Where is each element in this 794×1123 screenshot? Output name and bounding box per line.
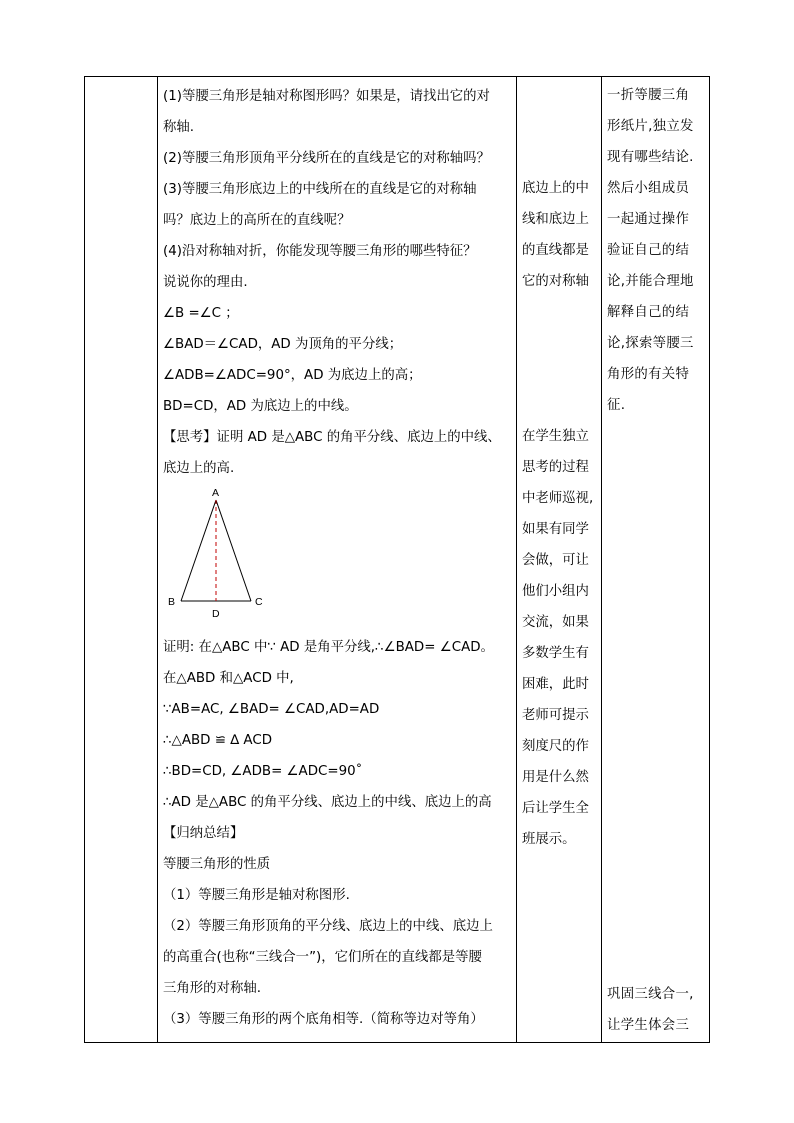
think-line-1: 【思考】证明 AD 是△ABC 的角平分线、底边上的中线、 (163, 430, 501, 445)
intent-line: 让学生体会三 (607, 1018, 690, 1033)
proof-line-6: ∴AD 是△ABC 的角平分线、底边上的中线、底边上的高 (163, 795, 492, 810)
intent-line: 征. (607, 398, 626, 413)
proof-line-5: ∴BD=CD, ∠ADB= ∠ADC=90˚ (163, 764, 363, 779)
teacher-activity-cell (522, 76, 598, 1043)
intent-line: 巩固三线合一, (607, 987, 694, 1002)
question-3-line-2: 吗？底边上的高所在的直线呢？ (163, 213, 351, 228)
reason-prompt: 说说你的理由. (163, 275, 248, 290)
guidance-line: 后让学生全 (522, 801, 589, 816)
guidance-block (522, 421, 593, 855)
finding-4: BD=CD，AD 为底边上的中线。 (163, 399, 358, 414)
property-1: （1）等腰三角形是轴对称图形. (163, 888, 350, 903)
side-ab (181, 500, 216, 601)
finding-3: ∠ADB=∠ADC=90°，AD 为底边上的高； (163, 368, 422, 383)
summary-heading: 【归纳总结】 (163, 826, 244, 841)
intent-block-1 (607, 80, 694, 421)
vertex-a-label: A (212, 487, 220, 499)
proof-line-4: ∴△ABD ≌ ∆ ACD (163, 733, 273, 748)
property-2-line-2: 的高重合(也称“三线合一”)，它们所在的直线都是等腰 (163, 950, 482, 965)
answer-line: 底边上的中 (522, 181, 589, 196)
guidance-line: 老师可提示 (522, 708, 589, 723)
answer-line: 线和底边上 (522, 212, 589, 227)
intent-line: 角形的有关特 (607, 367, 690, 382)
proof-line-3: ∵AB=AC, ∠BAD= ∠CAD,AD=AD (163, 702, 380, 717)
table-border-right (709, 76, 710, 1043)
point-d-label: D (212, 608, 220, 620)
question-2: (2)等腰三角形顶角平分线所在的直线是它的对称轴吗？ (163, 151, 490, 166)
guidance-line: 他们小组内 (522, 584, 589, 599)
answer-line: 的直线都是 (522, 243, 589, 258)
guidance-line: 用是什么然 (522, 770, 589, 785)
table-divider-1 (157, 76, 158, 1043)
intent-line: 形纸片,独立发 (607, 119, 694, 134)
question-4: (4)沿对称轴对折，你能发现等腰三角形的哪些特征？ (163, 244, 477, 259)
guidance-line: 思考的过程 (522, 460, 589, 475)
guidance-line: 会做，可让 (522, 553, 589, 568)
table-divider-2 (516, 76, 517, 1043)
proof-line-1: 证明: 在△ABC 中∵ AD 是角平分线,∴∠BAD= ∠CAD。 (163, 640, 494, 655)
vertex-b-label: B (168, 596, 176, 608)
lesson-content-cell (163, 76, 515, 1043)
answer-line: 它的对称轴 (522, 274, 589, 289)
question-3-line-1: (3)等腰三角形底边上的中线所在的直线是它的对称轴 (163, 182, 477, 197)
finding-2: ∠BAD＝∠CAD，AD 为顶角的平分线； (163, 337, 403, 352)
question-1-line-2: 称轴. (163, 120, 195, 135)
intent-line: 论,并能合理地 (607, 274, 694, 289)
think-line-2: 底边上的高. (163, 461, 235, 476)
intent-line: 现有哪些结论. (607, 150, 694, 165)
guidance-line: 困难，此时 (522, 677, 589, 692)
intent-line: 验证自己的结 (607, 243, 690, 258)
finding-1: ∠B =∠C ； (163, 306, 239, 321)
answer-block (522, 173, 589, 297)
guidance-line: 如果有同学 (522, 522, 589, 537)
intent-line: 一起通过操作 (607, 212, 690, 227)
design-intent-cell (607, 76, 707, 1043)
side-ac (216, 500, 251, 601)
guidance-line: 交流，如果 (522, 615, 589, 630)
summary-subtitle: 等腰三角形的性质 (163, 857, 271, 872)
property-2-line-3: 三角形的对称轴. (163, 981, 261, 996)
intent-line: 一折等腰三角 (607, 88, 690, 103)
guidance-line: 班展示。 (522, 832, 576, 847)
guidance-line: 刻度尺的作 (522, 739, 589, 754)
intent-line: 解释自己的结 (607, 305, 690, 320)
property-3: （3）等腰三角形的两个底角相等.（简称等边对等角） (163, 1012, 484, 1027)
guidance-line: 中老师巡视, (522, 491, 594, 506)
triangle-diagram (163, 484, 283, 632)
vertex-c-label: C (255, 596, 263, 608)
property-2-line-1: （2）等腰三角形顶角的平分线、底边上的中线、底边上 (163, 919, 493, 934)
isosceles-triangle-figure (163, 484, 515, 632)
question-1-line-1: (1)等腰三角形是轴对称图形吗？如果是，请找出它的对 (163, 89, 490, 104)
table-border-left (84, 76, 85, 1043)
guidance-line: 在学生独立 (522, 429, 589, 444)
intent-block-2 (607, 979, 694, 1041)
intent-line: 论,探索等腰三 (607, 336, 694, 351)
table-divider-3 (601, 76, 602, 1043)
guidance-line: 多数学生有 (522, 646, 589, 661)
proof-line-2: 在△ABD 和△ACD 中, (163, 671, 294, 686)
intent-line: 然后小组成员 (607, 181, 690, 196)
